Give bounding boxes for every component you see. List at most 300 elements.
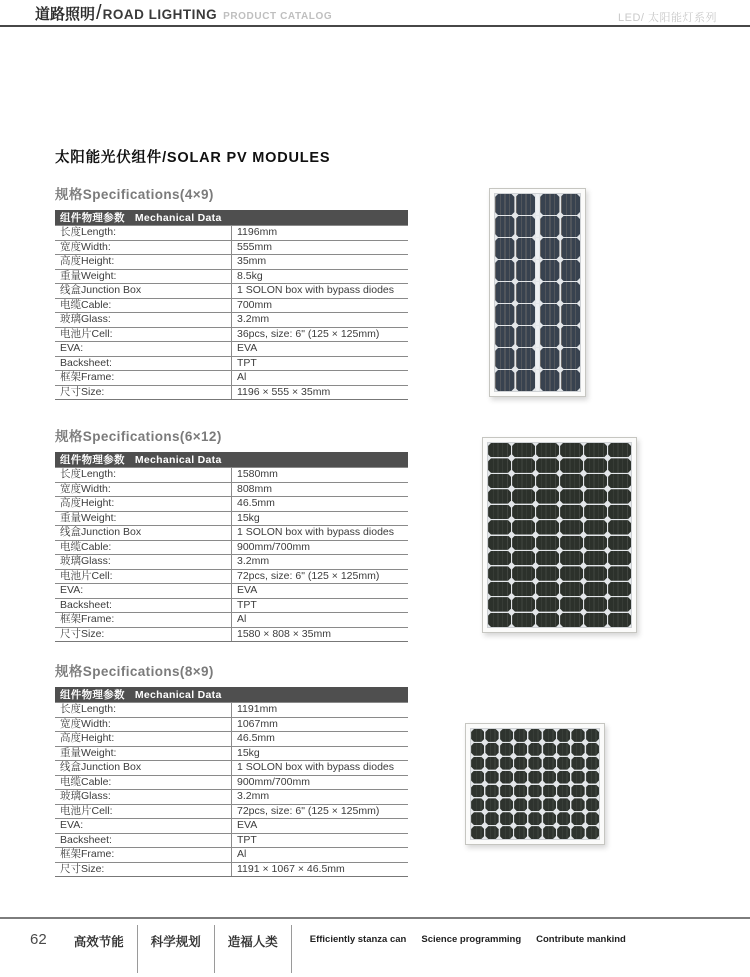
solar-cell	[560, 551, 583, 565]
solar-cell	[608, 582, 631, 596]
spec-value: 900mm/700mm	[232, 540, 409, 555]
spec-value: Al	[232, 371, 409, 386]
spec-row	[55, 746, 408, 761]
section-heading: 规格Specifications(4×9)	[55, 187, 214, 202]
spec-label: 宽度Width:	[55, 717, 232, 732]
solar-cell	[557, 826, 570, 839]
spec-row	[55, 598, 408, 613]
solar-cell	[500, 812, 513, 825]
solar-cell	[485, 771, 498, 784]
solar-cell	[471, 785, 484, 798]
section-heading: 规格Specifications(6×12)	[55, 429, 222, 444]
solar-cell	[540, 282, 560, 303]
solar-cell	[528, 812, 541, 825]
spec-value: 8.5kg	[232, 269, 409, 284]
solar-cell	[495, 216, 515, 237]
solar-cell	[488, 443, 511, 457]
solar-cell	[514, 757, 527, 770]
solar-cell	[543, 798, 556, 811]
solar-cell	[540, 370, 560, 391]
solar-cell	[500, 826, 513, 839]
spec-row	[55, 717, 408, 732]
solar-cell	[536, 536, 559, 550]
solar-cell	[512, 474, 535, 488]
panel-center-gap	[536, 326, 539, 347]
solar-cell	[560, 613, 583, 627]
solar-cell	[536, 551, 559, 565]
slogan-cn-3: 造福人类	[215, 925, 292, 973]
spec-row	[55, 732, 408, 747]
panel-cell-grid	[494, 193, 581, 392]
brand-slash: /	[96, 2, 102, 24]
solar-cell	[571, 812, 584, 825]
spec-row	[55, 511, 408, 526]
spec-section-1	[55, 183, 408, 400]
spec-label: 尺寸Size:	[55, 385, 232, 400]
solar-cell	[543, 729, 556, 742]
spec-row	[55, 819, 408, 834]
spec-row	[55, 342, 408, 357]
spec-value: 700mm	[232, 298, 409, 313]
spec-value: EVA	[232, 584, 409, 599]
table-header-en: Mechanical Data	[134, 212, 222, 224]
solar-cell	[528, 757, 541, 770]
spec-label: 电池片Cell:	[55, 804, 232, 819]
solar-cell	[608, 597, 631, 611]
table-header-cn: 组件物理参数	[60, 454, 125, 466]
solar-cell	[512, 489, 535, 503]
solar-cell	[557, 757, 570, 770]
series-label: LED/ 太阳能灯系列	[617, 12, 717, 24]
solar-cell	[571, 729, 584, 742]
spec-value: TPT	[232, 598, 409, 613]
spec-label: Backsheet:	[55, 356, 232, 371]
panel-cell-grid	[487, 442, 632, 628]
solar-cell	[584, 474, 607, 488]
solar-cell	[536, 443, 559, 457]
spec-value: 72pcs, size: 6" (125 × 125mm)	[232, 804, 409, 819]
solar-cell	[516, 238, 536, 259]
spec-value: 3.2mm	[232, 790, 409, 805]
spec-table	[55, 687, 408, 877]
table-header-row	[55, 210, 408, 226]
spec-value: Al	[232, 613, 409, 628]
spec-value: 35mm	[232, 255, 409, 270]
spec-label: EVA:	[55, 584, 232, 599]
spec-row	[55, 385, 408, 400]
solar-cell	[514, 826, 527, 839]
spec-label: 玻璃Glass:	[55, 790, 232, 805]
slogans-en	[292, 925, 641, 945]
spec-row	[55, 497, 408, 512]
solar-cell	[512, 536, 535, 550]
spec-value: 1580mm	[232, 468, 409, 483]
spec-label: 长度Length:	[55, 226, 232, 241]
spec-label: Backsheet:	[55, 833, 232, 848]
solar-cell	[495, 282, 515, 303]
spec-value: Al	[232, 848, 409, 863]
table-header-en: Mechanical Data	[134, 689, 222, 701]
spec-value: TPT	[232, 833, 409, 848]
solar-cell	[561, 282, 581, 303]
spec-value: 1 SOLON box with bypass diodes	[232, 761, 409, 776]
solar-cell	[471, 826, 484, 839]
solar-cell	[608, 613, 631, 627]
solar-cell	[560, 566, 583, 580]
panel-center-gap	[536, 260, 539, 281]
slogan-en-1: Efficiently stanza can	[309, 934, 407, 945]
solar-cell	[512, 505, 535, 519]
spec-label: 玻璃Glass:	[55, 313, 232, 328]
section-heading: 规格Specifications(8×9)	[55, 664, 214, 679]
solar-cell	[485, 757, 498, 770]
solar-cell	[516, 326, 536, 347]
spec-row	[55, 327, 408, 342]
solar-cell	[560, 536, 583, 550]
spec-value: 3.2mm	[232, 313, 409, 328]
solar-cell	[571, 785, 584, 798]
solar-cell	[540, 348, 560, 369]
page-footer	[30, 925, 641, 973]
solar-cell	[557, 785, 570, 798]
solar-cell	[495, 326, 515, 347]
solar-cell	[608, 551, 631, 565]
spec-label: 玻璃Glass:	[55, 555, 232, 570]
spec-row	[55, 804, 408, 819]
solar-cell	[586, 729, 599, 742]
spec-row	[55, 526, 408, 541]
solar-cell	[514, 771, 527, 784]
spec-value: 808mm	[232, 482, 409, 497]
table-header-cn: 组件物理参数	[60, 689, 125, 701]
solar-cell	[543, 826, 556, 839]
solar-cell	[528, 743, 541, 756]
solar-cell	[516, 216, 536, 237]
solar-cell	[540, 326, 560, 347]
panel-center-gap	[536, 282, 539, 303]
solar-cell	[584, 613, 607, 627]
spec-label: EVA:	[55, 819, 232, 834]
page-header	[0, 0, 750, 27]
solar-cell	[471, 743, 484, 756]
spec-value: 15kg	[232, 511, 409, 526]
solar-cell	[512, 582, 535, 596]
spec-value: 72pcs, size: 6" (125 × 125mm)	[232, 569, 409, 584]
spec-label: Backsheet:	[55, 598, 232, 613]
solar-cell	[561, 238, 581, 259]
spec-row	[55, 862, 408, 877]
brand	[35, 2, 332, 25]
spec-value: 1196mm	[232, 226, 409, 241]
solar-cell	[495, 194, 515, 215]
solar-cell	[561, 304, 581, 325]
solar-cell	[528, 771, 541, 784]
solar-cell	[608, 505, 631, 519]
spec-value: 1191 × 1067 × 46.5mm	[232, 862, 409, 877]
solar-cell	[514, 785, 527, 798]
solar-cell	[495, 304, 515, 325]
solar-cell	[536, 458, 559, 472]
spec-value: 36pcs, size: 6" (125 × 125mm)	[232, 327, 409, 342]
solar-cell	[540, 238, 560, 259]
solar-panel-4x9-image	[489, 188, 586, 397]
solar-cell	[471, 798, 484, 811]
spec-label: 宽度Width:	[55, 240, 232, 255]
spec-row	[55, 482, 408, 497]
solar-cell	[560, 458, 583, 472]
solar-cell	[485, 826, 498, 839]
solar-cell	[543, 771, 556, 784]
solar-cell	[571, 757, 584, 770]
table-header-row	[55, 687, 408, 703]
spec-row	[55, 240, 408, 255]
solar-cell	[500, 743, 513, 756]
solar-cell	[471, 729, 484, 742]
solar-cell	[500, 798, 513, 811]
solar-cell	[557, 812, 570, 825]
solar-cell	[488, 489, 511, 503]
solar-cell	[512, 613, 535, 627]
solar-cell	[528, 729, 541, 742]
solar-cell	[561, 326, 581, 347]
solar-cell	[543, 757, 556, 770]
solar-cell	[557, 798, 570, 811]
solar-cell	[586, 771, 599, 784]
spec-value: 555mm	[232, 240, 409, 255]
spec-row	[55, 569, 408, 584]
solar-cell	[536, 566, 559, 580]
solar-cell	[488, 582, 511, 596]
panel-center-gap	[536, 370, 539, 391]
solar-cell	[536, 597, 559, 611]
spec-value: TPT	[232, 356, 409, 371]
spec-label: 宽度Width:	[55, 482, 232, 497]
spec-label: 框架Frame:	[55, 613, 232, 628]
solar-cell	[561, 216, 581, 237]
spec-row	[55, 584, 408, 599]
spec-section-3	[55, 660, 408, 877]
solar-panel-8x9-image	[465, 723, 605, 845]
solar-cell	[471, 757, 484, 770]
solar-cell	[500, 729, 513, 742]
spec-value: 1067mm	[232, 717, 409, 732]
spec-row	[55, 613, 408, 628]
solar-cell	[471, 771, 484, 784]
spec-label: 重量Weight:	[55, 269, 232, 284]
solar-cell	[485, 785, 498, 798]
solar-cell	[488, 520, 511, 534]
solar-cell	[584, 536, 607, 550]
solar-cell	[560, 505, 583, 519]
panel-center-gap	[536, 348, 539, 369]
solar-cell	[608, 489, 631, 503]
solar-cell	[571, 743, 584, 756]
spec-value: EVA	[232, 342, 409, 357]
solar-cell	[586, 743, 599, 756]
solar-cell	[495, 238, 515, 259]
panel-cell-grid	[470, 728, 600, 840]
spec-label: 线盒Junction Box	[55, 526, 232, 541]
solar-cell	[516, 194, 536, 215]
solar-cell	[485, 743, 498, 756]
solar-cell	[488, 597, 511, 611]
solar-cell	[512, 597, 535, 611]
solar-cell	[540, 260, 560, 281]
solar-cell	[495, 348, 515, 369]
solar-cell	[512, 566, 535, 580]
solar-cell	[584, 520, 607, 534]
solar-cell	[586, 757, 599, 770]
solar-cell	[560, 582, 583, 596]
spec-label: 电池片Cell:	[55, 569, 232, 584]
solar-cell	[485, 729, 498, 742]
solar-cell	[560, 443, 583, 457]
solar-cell	[471, 812, 484, 825]
slogan-cn-1: 高效节能	[61, 925, 138, 973]
table-header-en: Mechanical Data	[134, 454, 222, 466]
solar-cell	[584, 458, 607, 472]
solar-cell	[557, 743, 570, 756]
solar-cell	[584, 582, 607, 596]
spec-row	[55, 356, 408, 371]
spec-row	[55, 255, 408, 270]
solar-cell	[514, 729, 527, 742]
spec-table	[55, 452, 408, 642]
spec-row	[55, 468, 408, 483]
solar-cell	[571, 826, 584, 839]
solar-cell	[488, 505, 511, 519]
spec-value: 1580 × 808 × 35mm	[232, 627, 409, 642]
spec-row	[55, 775, 408, 790]
solar-cell	[560, 489, 583, 503]
spec-row	[55, 226, 408, 241]
spec-row	[55, 555, 408, 570]
solar-cell	[516, 370, 536, 391]
solar-cell	[557, 729, 570, 742]
spec-label: 电缆Cable:	[55, 540, 232, 555]
spec-label: 框架Frame:	[55, 371, 232, 386]
solar-cell	[543, 812, 556, 825]
solar-cell	[500, 771, 513, 784]
spec-section-2	[55, 425, 408, 642]
spec-table	[55, 210, 408, 400]
spec-label: 电缆Cable:	[55, 298, 232, 313]
spec-label: 尺寸Size:	[55, 862, 232, 877]
solar-cell	[488, 566, 511, 580]
solar-cell	[608, 474, 631, 488]
spec-value: 1 SOLON box with bypass diodes	[232, 284, 409, 299]
catalog-label: PRODUCT CATALOG	[223, 11, 333, 22]
solar-cell	[536, 489, 559, 503]
solar-cell	[488, 474, 511, 488]
solar-cell	[536, 613, 559, 627]
slogan-en-2: Science programming	[421, 934, 522, 945]
solar-cell	[516, 282, 536, 303]
solar-cell	[516, 260, 536, 281]
spec-label: 电池片Cell:	[55, 327, 232, 342]
spec-row	[55, 848, 408, 863]
solar-cell	[536, 582, 559, 596]
solar-cell	[586, 826, 599, 839]
spec-row	[55, 313, 408, 328]
spec-label: 长度Length:	[55, 703, 232, 718]
spec-value: 1 SOLON box with bypass diodes	[232, 526, 409, 541]
table-header-cn: 组件物理参数	[60, 212, 125, 224]
panel-center-gap	[536, 238, 539, 259]
solar-cell	[560, 597, 583, 611]
spec-row	[55, 371, 408, 386]
solar-cell	[488, 551, 511, 565]
spec-row	[55, 790, 408, 805]
spec-label: EVA:	[55, 342, 232, 357]
spec-value: 46.5mm	[232, 732, 409, 747]
spec-value: 15kg	[232, 746, 409, 761]
solar-cell	[485, 812, 498, 825]
solar-cell	[500, 757, 513, 770]
solar-cell	[608, 443, 631, 457]
solar-cell	[528, 798, 541, 811]
solar-cell	[512, 458, 535, 472]
solar-cell	[557, 771, 570, 784]
solar-cell	[488, 613, 511, 627]
solar-cell	[608, 566, 631, 580]
solar-cell	[543, 785, 556, 798]
brand-chinese: 道路照明	[35, 6, 96, 23]
solar-cell	[495, 370, 515, 391]
solar-cell	[560, 474, 583, 488]
solar-cell	[540, 216, 560, 237]
solar-cell	[485, 798, 498, 811]
solar-cell	[608, 536, 631, 550]
solar-cell	[500, 785, 513, 798]
solar-cell	[540, 194, 560, 215]
spec-label: 线盒Junction Box	[55, 284, 232, 299]
solar-cell	[584, 551, 607, 565]
slogan-cn-2: 科学规划	[138, 925, 215, 973]
panel-center-gap	[536, 194, 539, 215]
spec-label: 重量Weight:	[55, 746, 232, 761]
spec-value: 1191mm	[232, 703, 409, 718]
solar-cell	[540, 304, 560, 325]
spec-label: 电缆Cable:	[55, 775, 232, 790]
solar-cell	[512, 551, 535, 565]
table-header-row	[55, 452, 408, 468]
solar-cell	[584, 566, 607, 580]
solar-cell	[561, 370, 581, 391]
spec-label: 重量Weight:	[55, 511, 232, 526]
spec-row	[55, 269, 408, 284]
spec-label: 高度Height:	[55, 732, 232, 747]
solar-cell	[514, 798, 527, 811]
spec-label: 线盒Junction Box	[55, 761, 232, 776]
page-number: 62	[30, 931, 47, 948]
spec-label: 框架Frame:	[55, 848, 232, 863]
solar-panel-6x12-image	[482, 437, 637, 633]
spec-row	[55, 833, 408, 848]
solar-cell	[536, 474, 559, 488]
spec-value: 900mm/700mm	[232, 775, 409, 790]
solar-cell	[488, 458, 511, 472]
spec-value: 3.2mm	[232, 555, 409, 570]
solar-cell	[571, 771, 584, 784]
page-title: 太阳能光伏组件/SOLAR PV MODULES	[55, 150, 331, 166]
solar-cell	[560, 520, 583, 534]
solar-cell	[584, 597, 607, 611]
solar-cell	[561, 348, 581, 369]
spec-value: EVA	[232, 819, 409, 834]
spec-row	[55, 540, 408, 555]
solar-cell	[561, 260, 581, 281]
